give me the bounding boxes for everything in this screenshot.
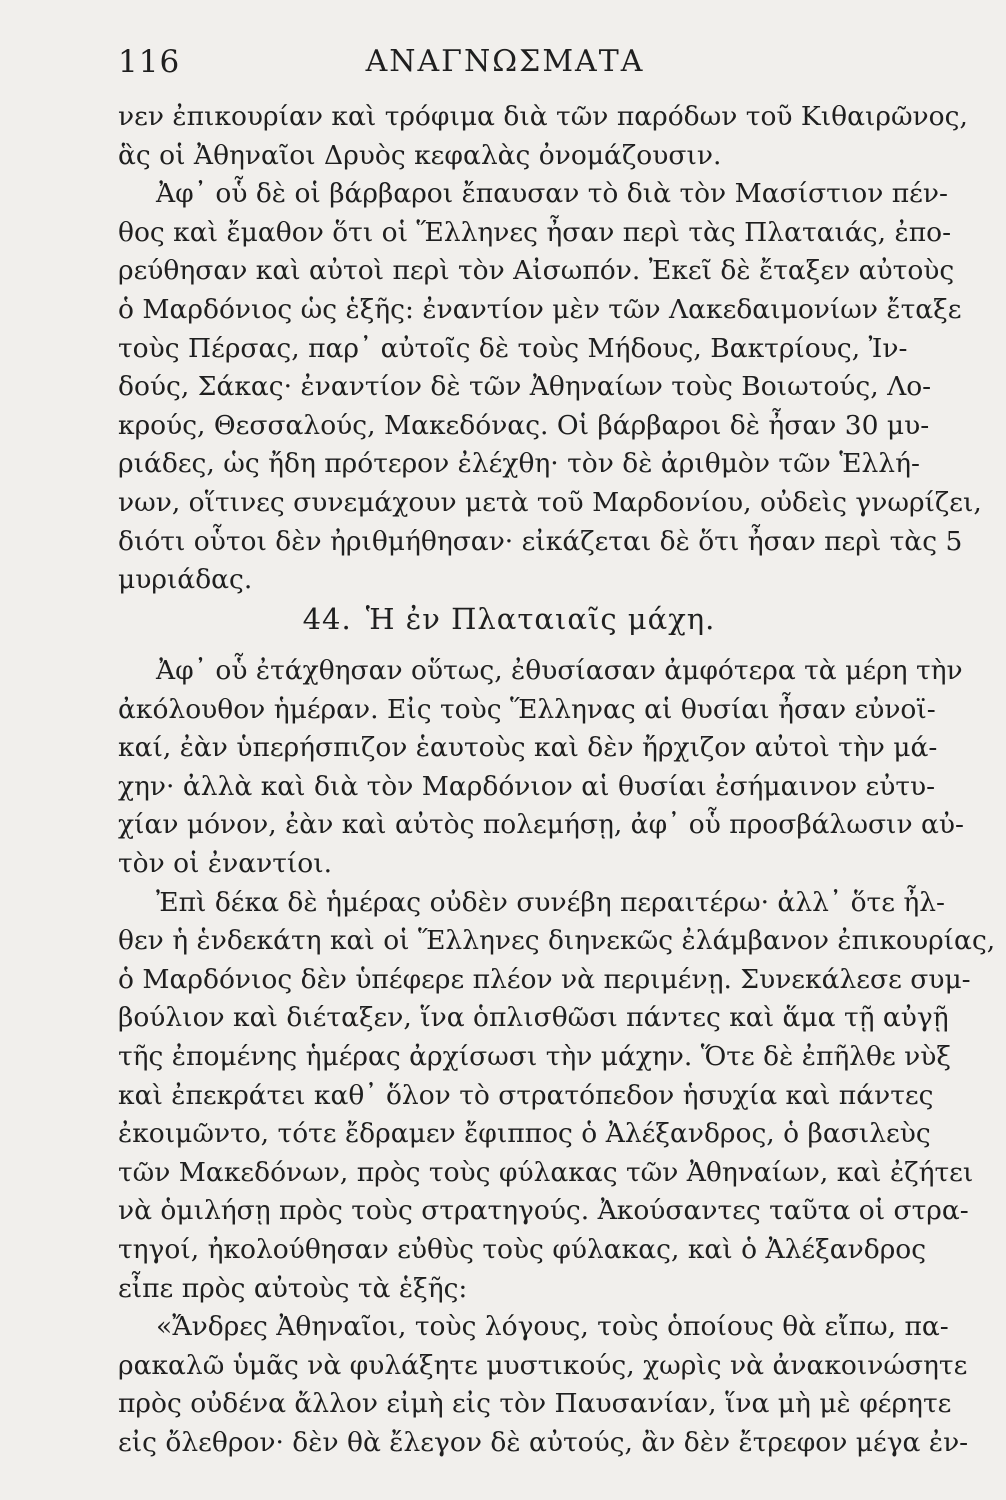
section-heading (118, 594, 900, 644)
text-line: ἐκοιμῶντο, τότε ἔδραμεν ἔφιππος ὁ Ἀλέξανδρος, ὁ βασιλεὺς (118, 1118, 931, 1150)
text-line: ριάδες, ὡς ἤδη πρότερον ἐλέχθη· τὸν δὲ ἀριθμὸν τῶν Ἑλλή- (118, 448, 920, 480)
text-line: «Ἄνδρες Ἀθηναῖοι, τοὺς λόγους, τοὺς ὁποίους θὰ εἴπω, πα- (156, 1311, 949, 1343)
text-line: νεν ἐπικουρίαν καὶ τρόφιμα διὰ τῶν παρόδων τοῦ Κιθαιρῶνος, (118, 101, 968, 132)
running-title: ΑΝΑΓΝΩΣΜΑΤΑ (365, 44, 645, 79)
text-line: μυριάδας. (118, 564, 253, 596)
text-line: χην· ἀλλὰ καὶ διὰ τὸν Μαρδόνιον αἱ θυσίαι ἐσήμαινον εὐτυ- (118, 770, 936, 802)
text-line: νὰ ὁμιλήσῃ πρὸς τοὺς στρατηγούς. Ἀκούσαντες ταῦτα οἱ στρα- (118, 1195, 969, 1227)
text-line: χίαν μόνον, ἐὰν καὶ αὐτὸς πολεμήσῃ, ἀφ᾽ οὗ προσβάλωσιν αὐ- (118, 809, 964, 841)
text-line: κρούς, Θεσσαλούς, Μακεδόνας. Οἱ βάρβαροι δὲ ἦσαν 30 μυ- (118, 409, 930, 441)
text-line: ὁ Μαρδόνιος δὲν ὑπέφερε πλέον νὰ περιμένῃ. Συνεκάλεσε συμ- (118, 963, 971, 995)
text-line: τοὺς Πέρσας, παρ᾽ αὐτοῖς δὲ τοὺς Μήδους, Βακτρίους, Ἰν- (118, 332, 908, 364)
text-line: διότι οὗτοι δὲν ἠριθμήθησαν· εἰκάζεται δὲ ὅτι ἦσαν περὶ τὰς 5 (118, 525, 963, 557)
text-line: ρεύθησαν καὶ αὐτοὶ περὶ τὸν Αἰσωπόν. Ἐκεῖ δὲ ἔταξεν αὐτοὺς (118, 255, 955, 287)
text-line: νων, οἵτινες συνεμάχουν μετὰ τοῦ Μαρδονίου, οὐδεὶς γνωρίζει, (118, 486, 982, 518)
text-line: θος καὶ ἔμαθον ὅτι οἱ Ἕλληνες ἦσαν περὶ τὰς Πλαταιάς, ἐπο- (118, 216, 952, 248)
page-number: 116 (118, 44, 181, 80)
section-title: Ἡ ἐν Πλαταιαῖς μάχη. (365, 602, 716, 636)
text-line: ρακαλῶ ὑμᾶς νὰ φυλάξητε μυστικούς, χωρὶς νὰ ἀνακοινώσητε (118, 1349, 968, 1381)
text-line: ἃς οἱ Ἀθηναῖοι Δρυὸς κεφαλὰς ὀνομάζουσιν. (118, 139, 722, 171)
text-line: βούλιον καὶ διέταξεν, ἵνα ὁπλισθῶσι πάντες καὶ ἅμα τῇ αὐγῇ (118, 1002, 949, 1034)
text-line: τηγοί, ἠκολούθησαν εὐθὺς τοὺς φύλακας, καὶ ὁ Ἀλέξανδρος (118, 1233, 927, 1265)
text-line: καί, ἐὰν ὑπερήσπιζον ἑαυτοὺς καὶ δὲν ἤρχιζον αὐτοὶ τὴν μά- (118, 732, 938, 764)
text-line: δούς, Σάκας· ἐναντίον δὲ τῶν Ἀθηναίων τοὺς Βοιωτούς, Λο- (118, 371, 932, 403)
text-line: καὶ ἐπεκράτει καθ᾽ ὅλον τὸ στρατόπεδον ἡσυχία καὶ πάντες (118, 1079, 934, 1111)
text-line: εἶπε πρὸς αὐτοὺς τὰ ἑξῆς: (118, 1272, 468, 1304)
text-line: τὸν οἱ ἐναντίοι. (118, 847, 333, 879)
text-line: θεν ἡ ἑνδεκάτη καὶ οἱ Ἕλληνες διηνεκῶς ἐλάμβανον ἐπικουρίας, (118, 925, 996, 957)
text-block-bottom (118, 652, 996, 1462)
text-line: τῆς ἐπομένης ἡμέρας ἀρχίσωσι τὴν μάχην. Ὅτε δὲ ἐπῆλθε νὺξ (118, 1040, 951, 1072)
text-line: ὁ Μαρδόνιος ὡς ἑξῆς: ἐναντίον μὲν τῶν Λακεδαιμονίων ἔταξε (118, 293, 962, 325)
text-block-top (118, 98, 982, 600)
text-line: πρὸς οὐδένα ἄλλον εἰμὴ εἰς τὸν Παυσανίαν, ἵνα μὴ μὲ φέρητε (118, 1388, 952, 1420)
text-line: Ἀφ᾽ οὗ ἐτάχθησαν οὕτως, ἐθυσίασαν ἀμφότερα τὰ μέρη τὴν (156, 655, 963, 686)
text-line: τῶν Μακεδόνων, πρὸς τοὺς φύλακας τῶν Ἀθηναίων, καὶ ἐζήτει (118, 1156, 974, 1188)
text-line: Ἐπὶ δέκα δὲ ἡμέρας οὐδὲν συνέβη περαιτέρω· ἀλλ᾽ ὅτε ἦλ- (156, 886, 945, 918)
text-line: ἀκόλουθον ἡμέραν. Εἰς τοὺς Ἕλληνας αἱ θυσίαι ἦσαν εὐνοϊ- (118, 693, 936, 725)
text-line: εἰς ὄλεθρον· δὲν θὰ ἔλεγον δὲ αὐτούς, ἂν δὲν ἔτρεφον μέγα ἐν- (118, 1426, 969, 1458)
page-header (110, 44, 900, 94)
section-number: 44. (302, 602, 352, 636)
text-line: Ἀφ᾽ οὗ δὲ οἱ βάρβαροι ἔπαυσαν τὸ διὰ τὸν Μασίστιον πέν- (156, 178, 948, 210)
